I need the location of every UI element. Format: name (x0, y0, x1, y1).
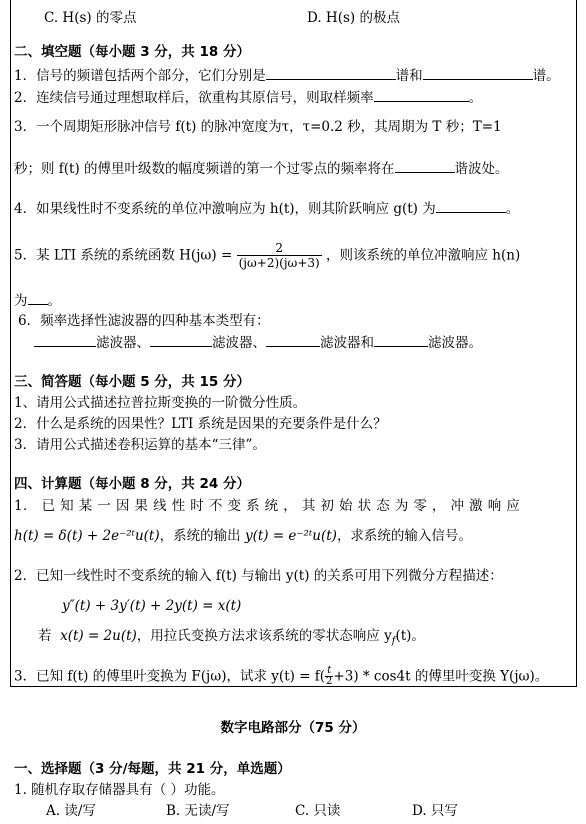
fill-q5-denominator: (jω+2)(jω+3) (238, 256, 320, 270)
fill-question-2 (14, 89, 482, 106)
calc-q1-impulse-response: h(t) = δ(t) + 2e⁻²ᵗu(t) (14, 528, 160, 544)
calc-q2-text-a: 若 (38, 628, 52, 644)
fill-question-4 (14, 200, 519, 217)
calc-q3-text-b: +3) * cos4t 的傅里叶变换 Y(jω)。 (333, 668, 549, 685)
calc-question-2-line-1: 2．已知一线性时不变系统的输入 f(t) 与输出 y(t) 的关系可用下列微分方程描述： (14, 568, 503, 584)
fill-q5-text-c: 为 (14, 293, 28, 309)
option-c: C. H(s) 的零点 (44, 10, 137, 26)
fill-q5-numerator: 2 (237, 241, 322, 256)
calc-q3-numerator: t (325, 666, 333, 677)
fill-q6-blank-3[interactable] (266, 334, 320, 347)
calc-q2-equation: y″(t) + 3y′(t) + 2y(t) = x(t) (62, 598, 242, 614)
fill-q6-blank-4[interactable] (374, 334, 428, 347)
fill-q1-blank-1[interactable] (266, 67, 396, 80)
fill-q4-blank[interactable] (436, 200, 506, 213)
fill-q3-text-a: 秒；则 f(t) 的傅里叶级数的幅度频谱的第一个过零点的频率将在 (14, 161, 395, 177)
choice-option-a[interactable]: A. 读/写 (46, 803, 96, 819)
calc-q2-text-c: ，用拉氏变换方法求该系统的零状态响应 y (136, 628, 392, 644)
calc-question-2-line-3 (38, 628, 425, 650)
fill-question-5-line-1 (14, 241, 520, 270)
fill-question-1 (14, 67, 560, 84)
fill-q2-text-b: 。 (468, 90, 483, 106)
digital-section-1-title: 一、选择题（3 分/每题，共 21 分，单选题） (14, 761, 291, 777)
frame-left-border (10, 0, 11, 686)
fill-q5-fraction (237, 241, 322, 270)
fill-q5-text-a: 5．某 LTI 系统的系统函数 H(jω) = (14, 247, 233, 264)
fill-q3-text-b: 谐波处。 (454, 161, 509, 177)
choice-option-c[interactable]: C. 只读 (295, 803, 341, 819)
fill-q4-text-a: 4．如果线性时不变系统的单位冲激响应为 h(t)，则其阶跃响应 g(t) 为 (14, 201, 436, 217)
choice-option-b[interactable]: B. 无读/写 (166, 803, 230, 819)
fill-q1-text-a: 1．信号的频谱包括两个部分，它们分别是 (14, 68, 266, 84)
fill-q6-blank-1[interactable] (34, 334, 96, 347)
fill-q6-text-2: 滤波器、 (212, 335, 266, 351)
fill-question-3-line-2 (14, 160, 509, 177)
short-question-2: 2．什么是系统的因果性？LTI 系统是因果的充要条件是什么？ (14, 416, 387, 432)
calc-q2-subscript: f (391, 635, 396, 647)
frame-right-border (576, 0, 577, 686)
fill-q1-text-c: 谱。 (532, 68, 560, 84)
fill-question-3-line-1: 3．一个周期矩形脉冲信号 f(t) 的脉冲宽度为τ，τ=0.2 秒，其周期为 T 秒；T=1 (14, 119, 502, 135)
choice-question-1: 1. 随机存取存储器具有（ ）功能。 (14, 782, 225, 798)
fill-q5-text-d: 。 (47, 293, 61, 309)
fill-q1-text-b: 谱和 (395, 68, 423, 84)
calc-q2-input: x(t) = 2u(t) (60, 628, 137, 644)
calc-q3-denominator: 2 (326, 676, 333, 687)
fill-question-6-line-2 (34, 334, 482, 351)
section-4-title: 四、计算题（每小题 8 分，共 24 分） (14, 476, 250, 492)
fill-q2-text-a: 2．连续信号通过理想取样后，欲重构其原信号，则取样频率 (14, 90, 374, 106)
calc-question-1-line-1: 1． 已 知 某 一 因 果 线 性 时 不 变 系 统 ， 其 初 始 状 态 为 零 ， 冲 激 响 应 (14, 498, 521, 514)
calc-q3-text-a: 3．已知 f(t) 的傅里叶变换为 F(jω)，试求 y(t) = f( (14, 668, 326, 685)
calc-q1-text-b: ，系统的输出 (159, 528, 241, 544)
fill-q1-blank-2[interactable] (423, 67, 533, 80)
fill-q6-blank-2[interactable] (150, 334, 212, 347)
fill-q2-blank[interactable] (374, 89, 469, 102)
section-3-title: 三、简答题（每小题 5 分，共 15 分） (14, 374, 250, 390)
calc-question-3 (14, 666, 548, 687)
choice-option-d[interactable]: D. 只写 (412, 803, 458, 819)
fill-question-5-line-2 (14, 292, 61, 309)
fill-q6-text-4: 滤波器。 (428, 335, 482, 351)
calc-q1-output: y(t) = e⁻²ᵗu(t) (244, 528, 337, 544)
fill-question-6-line-1: 6．频率选择性滤波器的四种基本类型有： (18, 313, 270, 329)
fill-q6-text-3: 滤波器和 (320, 335, 374, 351)
fill-q3-blank[interactable] (395, 160, 455, 173)
fill-q4-text-b: 。 (505, 201, 520, 217)
calc-question-1-line-2 (14, 528, 472, 544)
fill-q5-blank[interactable] (28, 292, 48, 305)
calc-q1-text-d: ，求系统的输入信号。 (336, 528, 472, 544)
calc-q2-text-d: (t)。 (395, 628, 425, 644)
fill-q5-text-b: ，则该系统的单位冲激响应 h(n) (326, 247, 521, 264)
short-question-1: 1、请用公式描述拉普拉斯变换的一阶微分性质。 (14, 395, 307, 411)
option-d: D. H(s) 的极点 (307, 10, 400, 26)
section-2-title: 二、填空题（每小题 3 分，共 18 分） (14, 44, 250, 60)
short-question-3: 3．请用公式描述卷积运算的基本“三律”。 (14, 437, 266, 453)
fill-q6-text-1: 滤波器、 (96, 335, 150, 351)
digital-circuit-part-title: 数字电路部分（75 分） (220, 720, 366, 736)
